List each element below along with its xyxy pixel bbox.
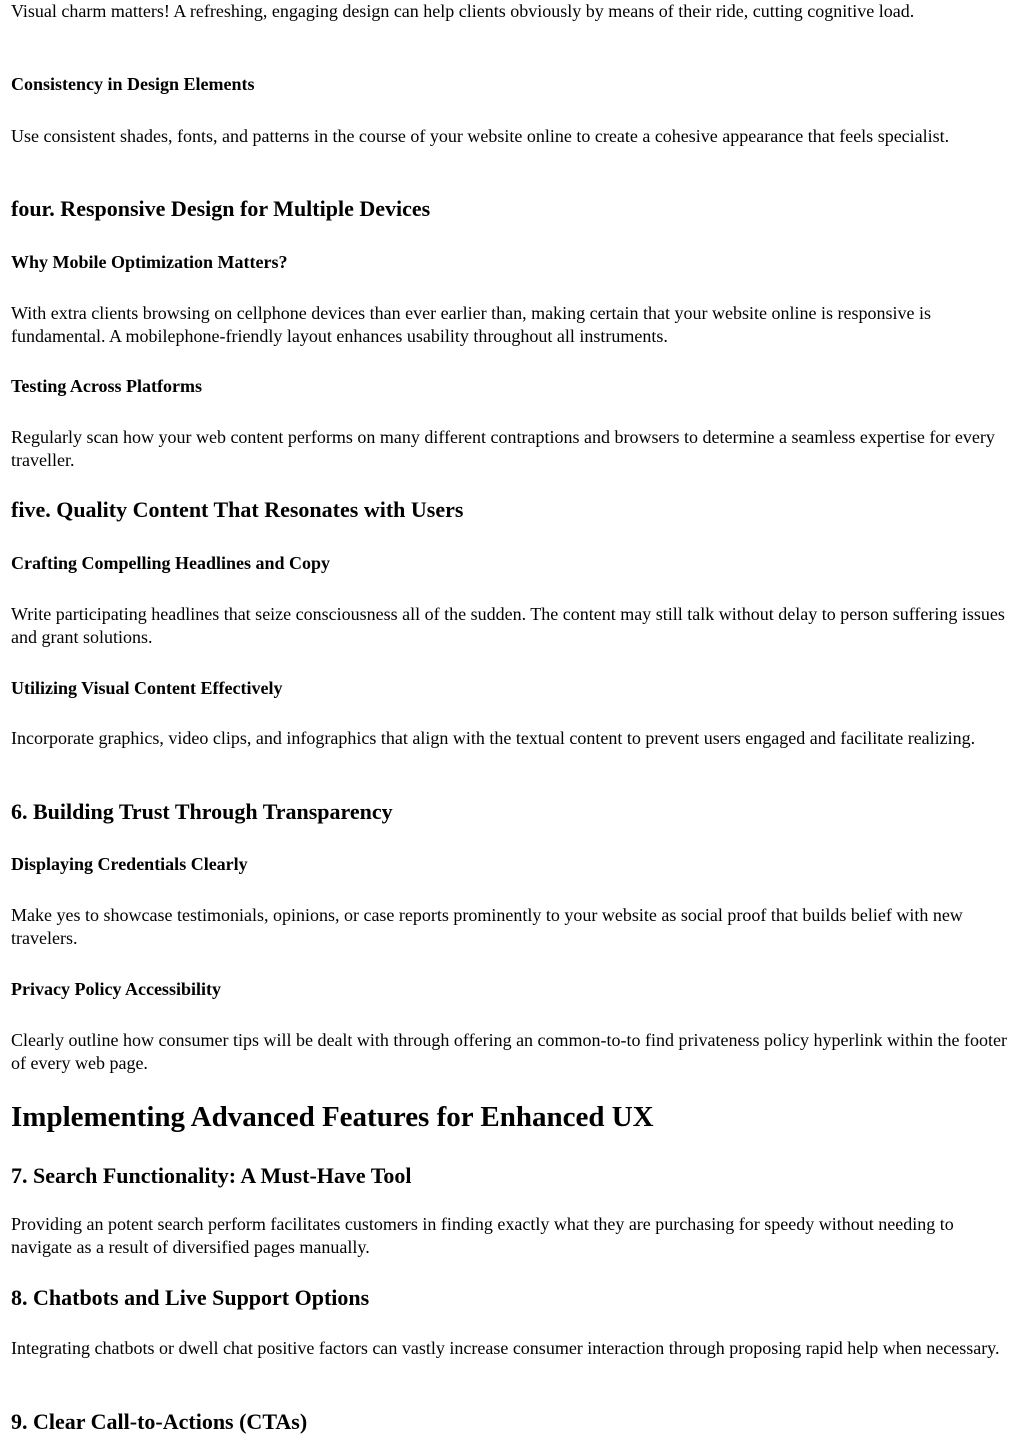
heading-advanced-features: Implementing Advanced Features for Enhanced UX: [11, 1101, 654, 1133]
paragraph-chatbots: Integrating chatbots or dwell chat positive factors can vastly increase consumer interaction through proposing rapid help when necessary.: [11, 1338, 1000, 1358]
paragraph-compelling-headlines: Write participating headlines that seize consciousness all of the sudden. The content may still talk without delay to person suffering issues and grant solutions.: [11, 604, 1005, 647]
heading-privacy-policy: Privacy Policy Accessibility: [11, 979, 221, 999]
paragraph-privacy-policy: Clearly outline how consumer tips will be dealt with through offering an common-to-to find privateness policy hyperlink within the footer of every web page.: [11, 1030, 1007, 1073]
paragraph-testing-platforms: Regularly scan how your web content performs on many different contraptions and browsers to determine a seamless expertise for every traveller.: [11, 427, 995, 470]
heading-visual-content: Utilizing Visual Content Effectively: [11, 678, 283, 698]
paragraph-visual-content: Incorporate graphics, video clips, and infographics that align with the textual content to prevent users engaged and facilitate realizing.: [11, 728, 976, 748]
paragraph-mobile-optimization: With extra clients browsing on cellphone devices than ever earlier than, making certain that your website online is responsive is fundamental. A mobilephone-friendly layout enhances usability throughout all instruments.: [11, 303, 931, 346]
heading-compelling-headlines: Crafting Compelling Headlines and Copy: [11, 553, 331, 573]
paragraph-visual-charm: Visual charm matters! A refreshing, engaging design can help clients obviously by means of their ride, cutting cognitive load.: [11, 1, 915, 21]
heading-call-to-actions: 9. Clear Call-to-Actions (CTAs): [11, 1409, 308, 1434]
heading-quality-content: five. Quality Content That Resonates with Users: [11, 497, 464, 522]
heading-building-trust: 6. Building Trust Through Transparency: [11, 799, 393, 824]
heading-responsive-design: four. Responsive Design for Multiple Devices: [11, 196, 431, 221]
heading-testing-platforms: Testing Across Platforms: [11, 376, 202, 396]
paragraph-search-functionality: Providing an potent search perform facilitates customers in finding exactly what they are purchasing for speedy without needing to navigate as a result of diversified pages manually.: [11, 1214, 954, 1257]
heading-credentials: Displaying Credentials Clearly: [11, 854, 248, 874]
heading-chatbots: 8. Chatbots and Live Support Options: [11, 1285, 370, 1310]
heading-consistency: Consistency in Design Elements: [11, 74, 255, 94]
heading-mobile-optimization: Why Mobile Optimization Matters?: [11, 252, 288, 272]
paragraph-credentials: Make yes to showcase testimonials, opinions, or case reports prominently to your website as social proof that builds belief with new travelers.: [11, 905, 963, 948]
heading-search-functionality: 7. Search Functionality: A Must-Have Tool: [11, 1163, 412, 1188]
paragraph-consistency: Use consistent shades, fonts, and patterns in the course of your website online to create a cohesive appearance that feels specialist.: [11, 126, 950, 146]
